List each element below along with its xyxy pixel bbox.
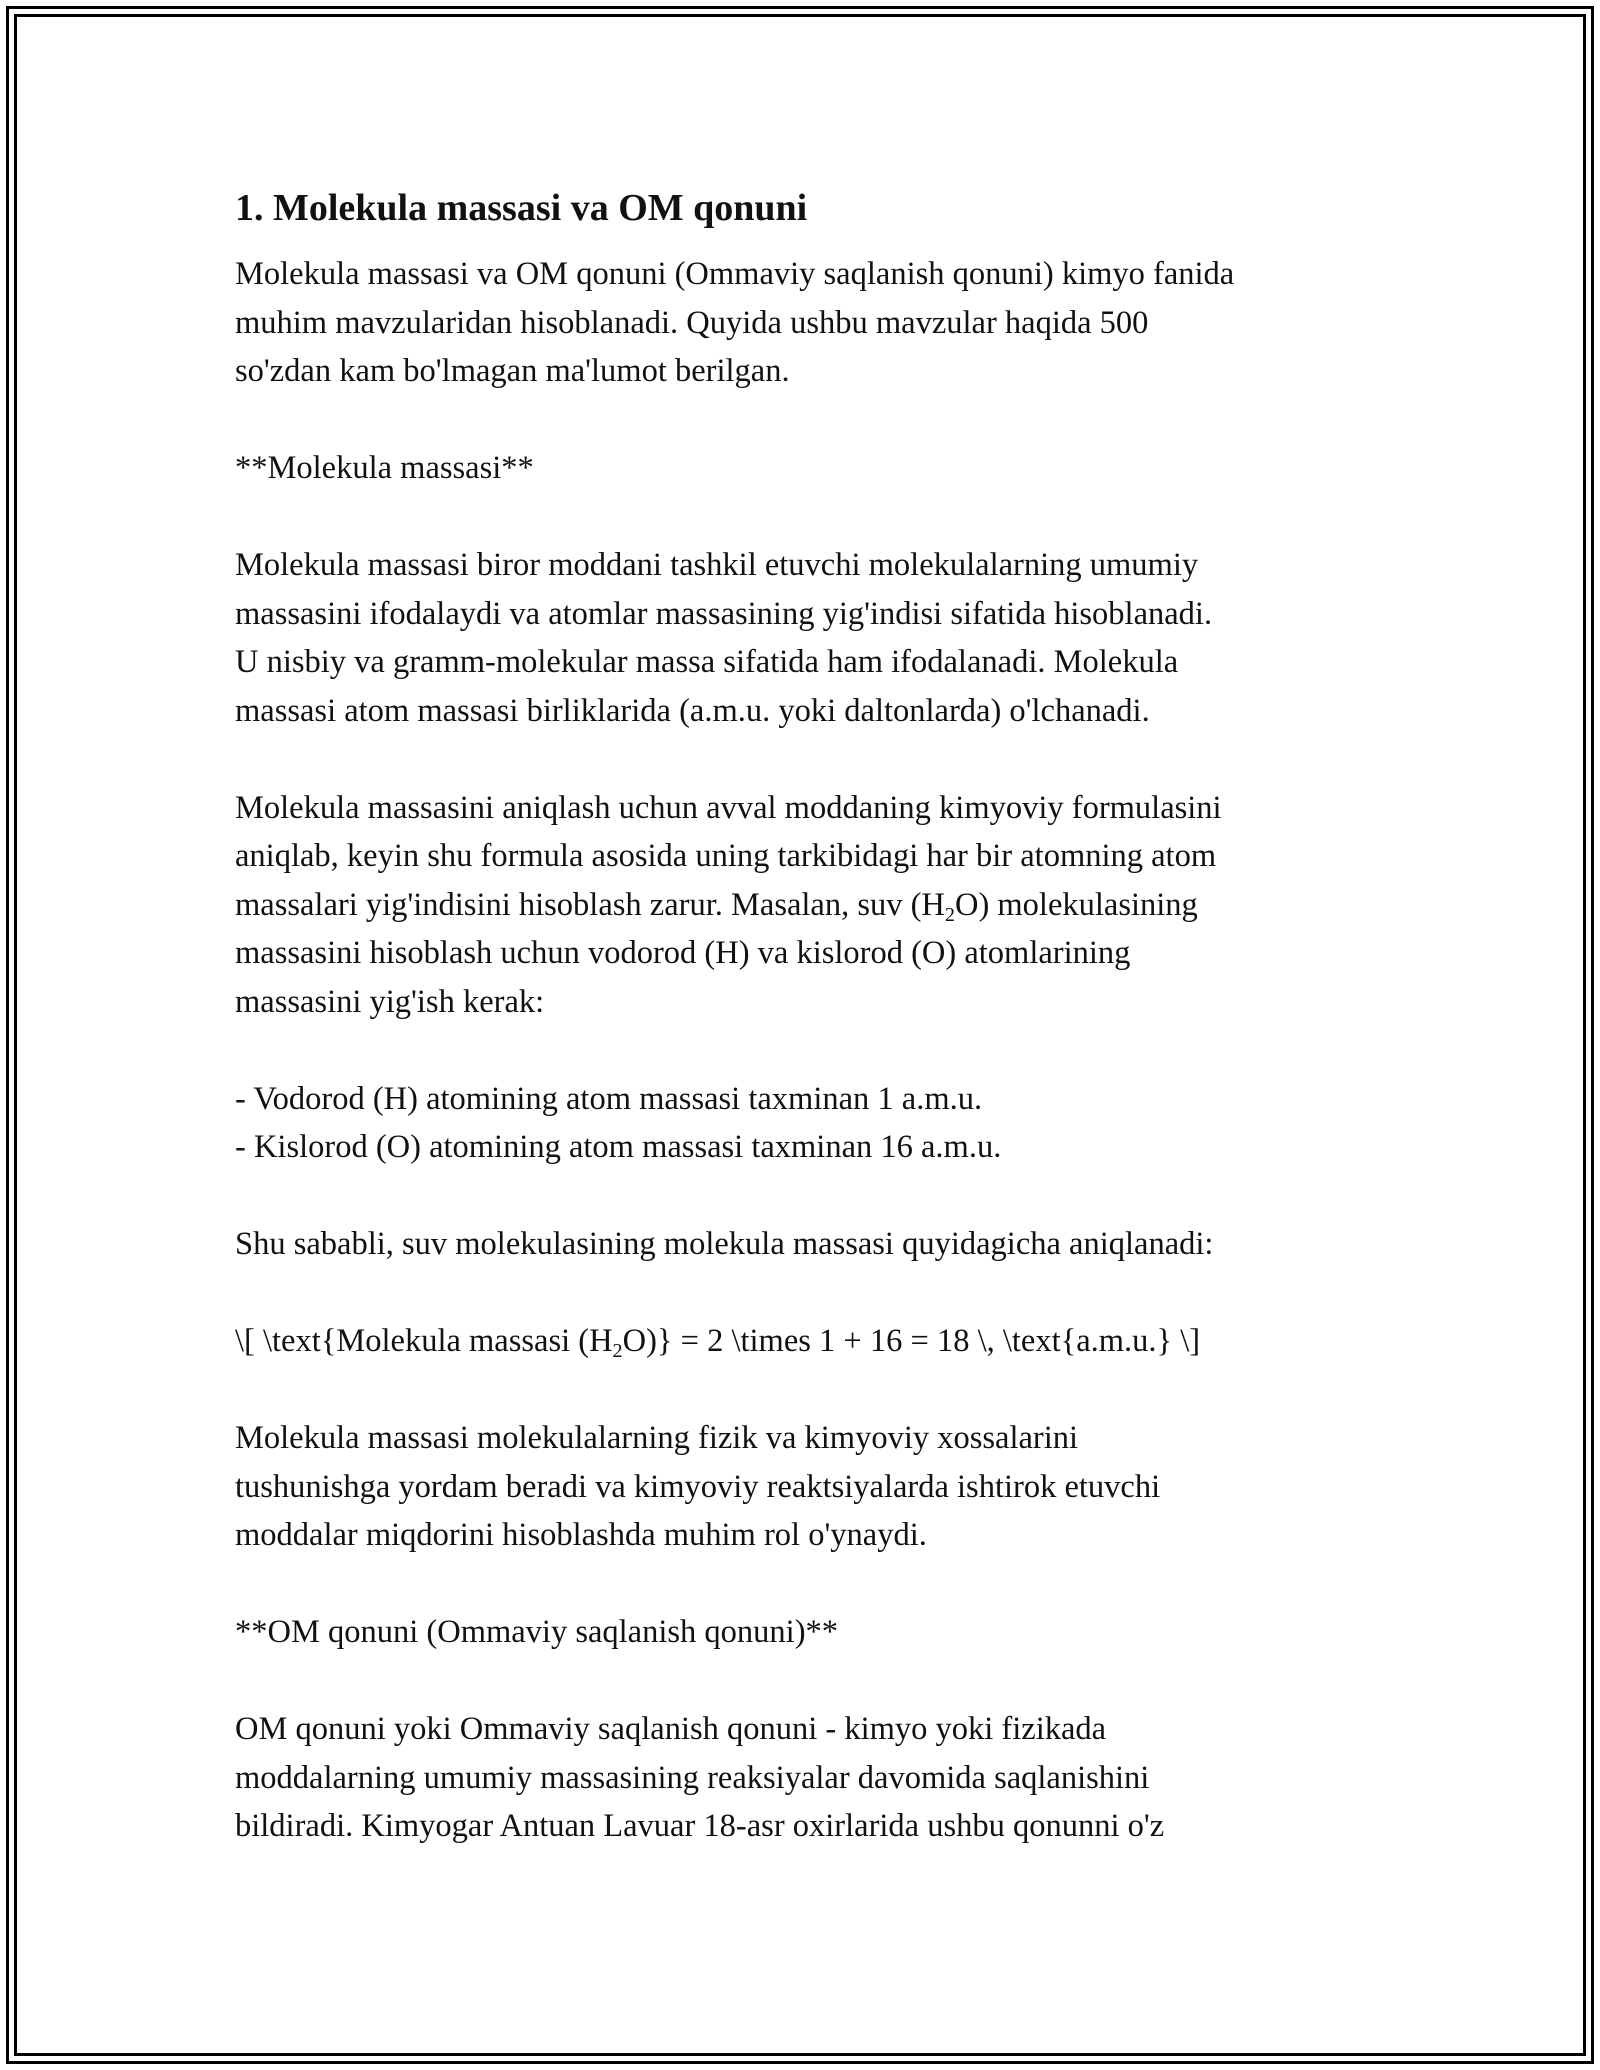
subscript: 2 — [612, 1340, 623, 1363]
text-line: Molekula massasi biror moddani tashkil etuvchi molekulalarning umumiy — [235, 547, 1199, 583]
paragraph-properties — [235, 1414, 1375, 1560]
formula-fragment: O)} = 2 \times 1 + 16 = 18 \, \text{a.m.u.} \] — [622, 1323, 1201, 1359]
list-item: - Kislorod (O) atomining atom massasi taxminan 16 a.m.u. — [235, 1129, 1002, 1165]
text-fragment: O) molekulasining — [954, 886, 1198, 923]
text-line: Molekula massasi molekulalarning fizik va kimyoviy xossalarini — [235, 1420, 1079, 1456]
section-heading-molekula: **Molekula massasi** — [235, 450, 534, 486]
text-line: tushunishga yordam beradi va kimyoviy reaktsiyalarda ishtirok etuvchi — [235, 1468, 1161, 1505]
text-line: massasini hisoblash uchun vodorod (H) va kislorod (O) atomlarining — [235, 935, 1131, 971]
text-line: massasini yig'ish kerak: — [235, 983, 545, 1020]
text-line: bildiradi. Kimyogar Antuan Lavuar 18-asr oxirlarida ushbu qonunni o'z — [235, 1808, 1165, 1844]
document-body — [235, 186, 1375, 1851]
text-line: muhim mavzularidan hisoblanadi. Quyida ushbu mavzular haqida 500 — [235, 304, 1149, 341]
text-line-water — [235, 881, 1375, 930]
paragraph-calculation — [235, 784, 1375, 1027]
text-line: Molekula massasini aniqlash uchun avval moddaning kimyoviy formulasini — [235, 789, 1222, 826]
section-heading-om-qonuni: **OM qonuni (Ommaviy saqlanish qonuni)** — [235, 1614, 839, 1650]
text-line: moddalar miqdorini hisoblashda muhim rol o'ynaydi. — [235, 1517, 927, 1553]
atom-mass-list — [235, 1075, 1375, 1172]
subscript: 2 — [944, 903, 955, 926]
text-line: massasi atom massasi birliklarida (a.m.u. yoki daltonlarda) o'lchanadi. — [235, 692, 1150, 729]
text-line: Shu sababli, suv molekulasining molekula massasi quyidagicha aniqlanadi: — [235, 1226, 1214, 1262]
text-line: aniqlab, keyin shu formula asosida uning tarkibidagi har bir atomning atom — [235, 838, 1217, 874]
text-line: U nisbiy va gramm-molekular massa sifatida ham ifodalanadi. Molekula — [235, 644, 1179, 680]
text-line: moddalarning umumiy massasining reaksiyalar davomida saqlanishini — [235, 1759, 1150, 1796]
text-line: Molekula massasi va OM qonuni (Ommaviy saqlanish qonuni) kimyo fanida — [235, 256, 1235, 292]
text-line: OM qonuni yoki Ommaviy saqlanish qonuni - kimyo yoki fizikada — [235, 1711, 1107, 1747]
text-line: massasini ifodalaydi va atomlar massasining yig'indisi sifatida hisoblanadi. — [235, 595, 1213, 632]
document-heading: 1. Molekula massasi va OM qonuni — [235, 187, 808, 229]
list-item: - Vodorod (H) atomining atom massasi taxminan 1 a.m.u. — [235, 1080, 983, 1117]
formula-fragment: \[ \text{Molekula massasi (H — [235, 1323, 613, 1359]
intro-paragraph — [235, 250, 1375, 396]
paragraph-om-qonuni — [235, 1705, 1375, 1851]
formula-line — [235, 1317, 1375, 1366]
text-fragment: massalari yig'indisini hisoblash zarur. Masalan, suv (H — [235, 886, 945, 923]
paragraph-definition — [235, 541, 1375, 735]
text-line: so'zdan kam bo'lmagan ma'lumot berilgan. — [235, 353, 790, 389]
